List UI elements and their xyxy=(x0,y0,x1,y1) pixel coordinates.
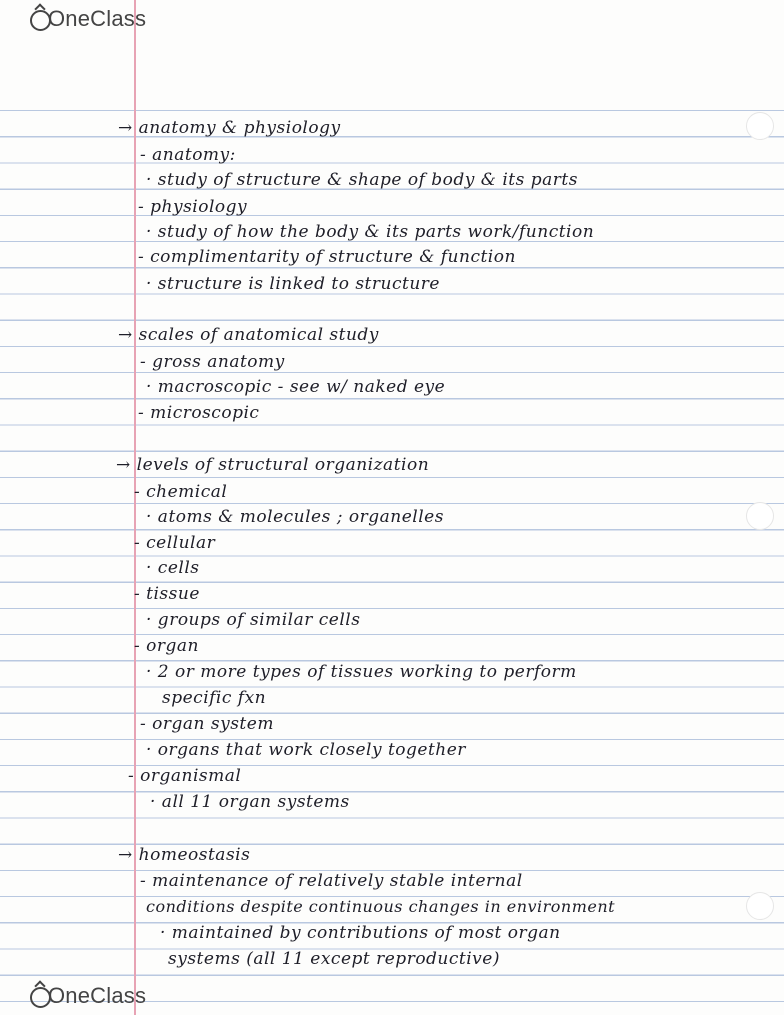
note-line: · macroscopic - see w/ naked eye xyxy=(146,377,446,397)
heading-scales-of-study: → scales of anatomical study xyxy=(118,325,379,345)
note-line: - organ xyxy=(134,636,199,656)
note-line: · study of how the body & its parts work/function xyxy=(146,222,595,242)
note-line: systems (all 11 except reproductive) xyxy=(168,949,500,969)
note-line: - gross anatomy xyxy=(140,352,285,372)
note-line: · cells xyxy=(146,558,200,578)
note-line: · structure is linked to structure xyxy=(146,274,440,294)
logo-text: OneClass xyxy=(48,983,147,1008)
note-line: · organs that work closely together xyxy=(146,740,466,760)
heading-anatomy-physiology: → anatomy & physiology xyxy=(118,118,341,138)
note-line: · maintained by contributions of most organ xyxy=(160,923,561,943)
note-line: · groups of similar cells xyxy=(146,610,361,630)
note-line: - organismal xyxy=(128,766,242,786)
note-line: - physiology xyxy=(138,197,248,217)
logo-text: OneClass xyxy=(48,6,147,31)
note-line: - complimentarity of structure & function xyxy=(138,247,516,267)
note-line: - chemical xyxy=(134,482,228,502)
note-line: - microscopic xyxy=(138,403,260,423)
note-line: · 2 or more types of tissues working to perform xyxy=(146,662,577,682)
note-line: specific fxn xyxy=(162,688,267,708)
note-line: conditions despite continuous changes in environment xyxy=(146,897,616,916)
heading-levels-of-organization: → levels of structural organization xyxy=(116,455,430,475)
note-line: - tissue xyxy=(134,584,200,604)
note-line: · atoms & molecules ; organelles xyxy=(146,507,444,527)
note-line: · all 11 organ systems xyxy=(150,792,350,812)
note-line: · study of structure & shape of body & its parts xyxy=(146,170,578,190)
note-line: - organ system xyxy=(140,714,274,734)
note-line: - anatomy: xyxy=(140,145,236,165)
note-line: - cellular xyxy=(134,533,216,553)
note-line: - maintenance of relatively stable internal xyxy=(140,871,523,891)
heading-homeostasis: → homeostasis xyxy=(118,845,251,865)
